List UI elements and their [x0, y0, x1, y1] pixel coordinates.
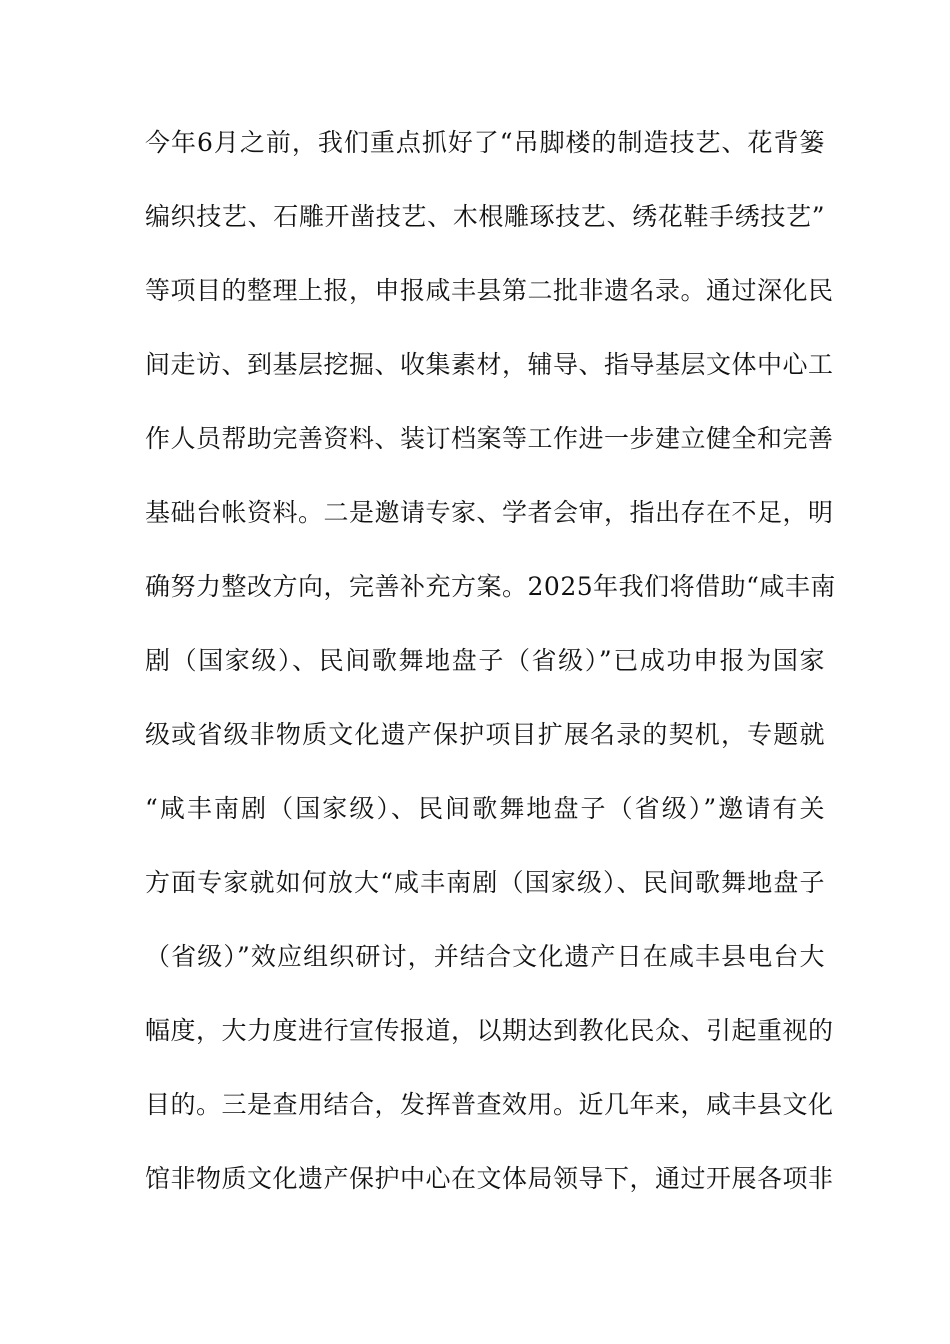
text-line: （省级）”效应组织研讨，并结合文化遗产日在咸丰县电台大	[145, 942, 825, 971]
text-line: 馆非物质文化遗产保护中心在文体局领导下，通过开展各项非	[145, 1164, 834, 1193]
text-line: 编织技艺、石雕开凿技艺、木根雕琢技艺、绣花鞋手绣技艺”	[145, 202, 825, 231]
text-line: 级或省级非物质文化遗产保护项目扩展名录的契机，专题就	[145, 720, 825, 749]
text-line: 作人员帮助完善资料、装订档案等工作进一步建立健全和完善	[145, 424, 834, 453]
text-line: 今年6月之前，我们重点抓好了“吊脚楼的制造技艺、花背篓	[145, 128, 825, 157]
text-line: 方面专家就如何放大“咸丰南剧（国家级）、民间歌舞地盘子	[145, 868, 825, 897]
text-line: 等项目的整理上报，申报咸丰县第二批非遗名录。通过深化民	[145, 276, 834, 305]
text-line: 基础台帐资料。二是邀请专家、学者会审，指出存在不足，明	[145, 498, 834, 527]
text-line: 幅度，大力度进行宣传报道，以期达到教化民众、引起重视的	[145, 1016, 834, 1045]
text-line: 确努力整改方向，完善补充方案。2025年我们将借助“咸丰南	[145, 572, 836, 601]
text-line: 间走访、到基层挖掘、收集素材，辅导、指导基层文体中心工	[145, 350, 834, 379]
text-line: “咸丰南剧（国家级）、民间歌舞地盘子（省级）”邀请有关	[145, 794, 825, 823]
text-line: 剧（国家级）、民间歌舞地盘子（省级）”已成功申报为国家	[145, 646, 825, 675]
body-text	[145, 128, 836, 1240]
text-line: 目的。三是查用结合，发挥普查效用。近几年来，咸丰县文化	[145, 1090, 834, 1119]
